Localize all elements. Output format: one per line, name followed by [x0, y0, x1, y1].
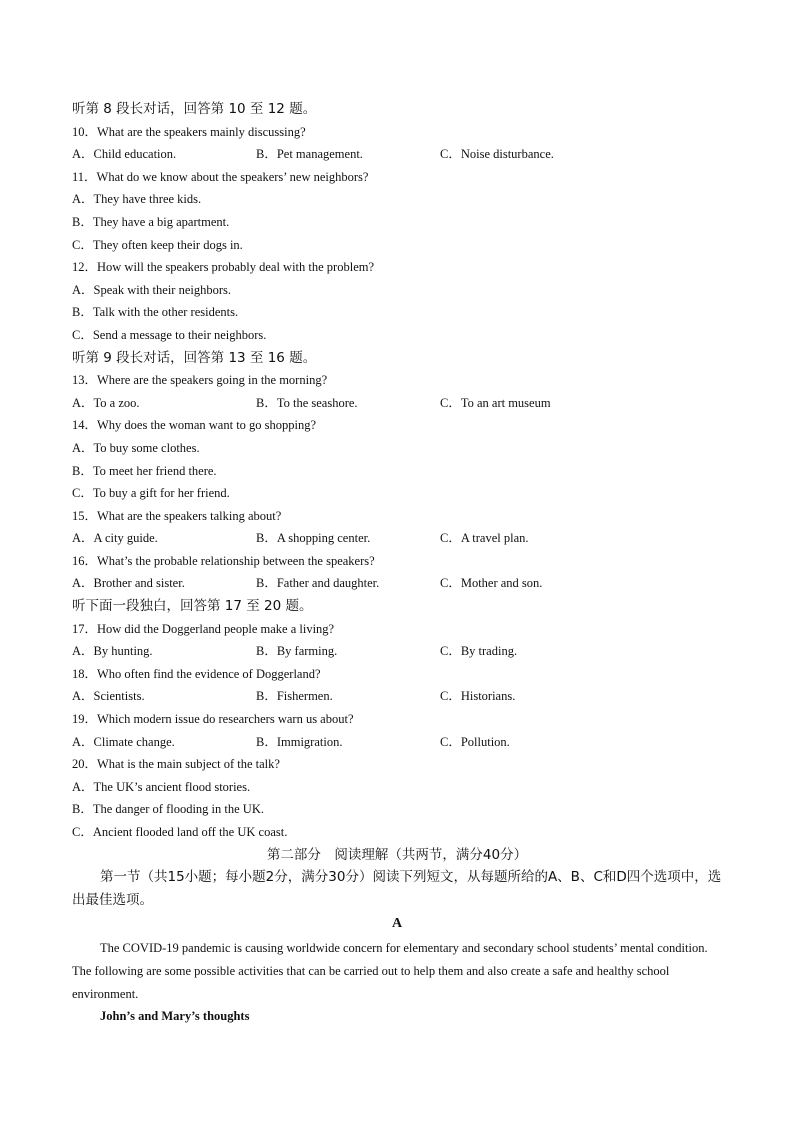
option-a: A．To buy some clothes. [72, 440, 200, 455]
option-c: C．A travel plan. [440, 531, 529, 546]
option-b: B．Pet management. [256, 147, 363, 162]
question-12-stem: 12．How will the speakers probably deal with the problem? [72, 260, 375, 275]
section-heading-9: 听第 9 段长对话，回答第 13 至 16 题。 [72, 349, 317, 366]
question-18-stem: 18．Who often find the evidence of Doggerland? [72, 666, 321, 681]
section-heading-8: 听第 8 段长对话，回答第 10 至 12 题。 [72, 101, 317, 117]
option-c: C．Noise disturbance. [440, 147, 554, 162]
option-a: A．They have three kids. [72, 192, 202, 207]
question-10-stem: 10．What are the speakers mainly discussing? [72, 124, 306, 139]
option-a: A．By hunting. [72, 644, 153, 659]
option-b: B．To meet her friend there. [72, 463, 217, 478]
question-16-options [72, 572, 722, 595]
option-a: A．Child education. [72, 147, 177, 162]
section-one-instruction: 第一节（共15小题；每小题2分，满分30分）阅读下列短文，从每题所给的A、B、C和D四个选项中，选出最佳选项。 [72, 869, 722, 908]
question-20-stem: 20．What is the main subject of the talk? [72, 757, 280, 772]
option-a: A．To a zoo. [72, 395, 140, 410]
option-c: C．Send a message to their neighbors. [72, 327, 267, 342]
option-b: B．The danger of flooding in the UK. [72, 802, 264, 817]
question-15-options [72, 527, 722, 550]
question-19-options [72, 731, 722, 754]
option-b: B．By farming. [256, 644, 338, 659]
question-14-stem: 14．Why does the woman want to go shopping? [72, 418, 317, 433]
option-c: C．Historians. [440, 689, 516, 704]
option-c: C．To buy a gift for her friend. [72, 486, 230, 501]
option-b: B．They have a big apartment. [72, 214, 230, 229]
part-two-title: 第二部分 阅读理解（共两节，满分40分） [266, 846, 528, 863]
option-a: A．A city guide. [72, 531, 158, 546]
question-17-stem: 17．How did the Doggerland people make a living? [72, 621, 335, 636]
option-b: B．Talk with the other residents. [72, 305, 239, 320]
option-a: A．Brother and sister. [72, 576, 185, 591]
option-c: C．By trading. [440, 644, 518, 659]
option-a: A．Speak with their neighbors. [72, 282, 232, 297]
option-b: B．Father and daughter. [256, 576, 380, 591]
question-13-stem: 13．Where are the speakers going in the morning? [72, 373, 328, 388]
option-c: C．Ancient flooded land off the UK coast. [72, 825, 288, 839]
question-18-options [72, 685, 722, 708]
option-c: C．To an art museum [440, 395, 551, 410]
option-a: A．Scientists. [72, 689, 145, 704]
option-c: C．Mother and son. [440, 576, 543, 591]
question-15-stem: 15．What are the speakers talking about? [72, 508, 282, 523]
exam-page [72, 98, 722, 1028]
passage-paragraph: The COVID-19 pandemic is causing worldwide concern for elementary and secondary school students’ mental condition. The following are some possible activities that can be carried out to help them and also create a safe and healthy school environment. [72, 941, 708, 1001]
option-b: B．A shopping center. [256, 531, 371, 546]
option-b: B．To the seashore. [256, 395, 358, 410]
option-c: C．Pollution. [440, 734, 510, 749]
question-16-stem: 16．What’s the probable relationship between the speakers? [72, 553, 375, 568]
question-13-options [72, 392, 722, 415]
question-10-options [72, 143, 722, 166]
passage-subheading: John’s and Mary’s thoughts [100, 1009, 250, 1024]
passage-label: A [391, 916, 403, 932]
option-c: C．They often keep their dogs in. [72, 237, 243, 252]
option-b: B．Fishermen. [256, 689, 333, 704]
question-19-stem: 19．Which modern issue do researchers warn us about? [72, 712, 354, 727]
option-b: B．Immigration. [256, 734, 343, 749]
question-11-stem: 11．What do we know about the speakers’ new neighbors? [72, 169, 369, 184]
question-17-options [72, 640, 722, 663]
option-a: A．The UK’s ancient flood stories. [72, 779, 251, 794]
option-a: A．Climate change. [72, 734, 175, 749]
section-heading-monologue: 听下面一段独白，回答第 17 至 20 题。 [72, 598, 313, 615]
